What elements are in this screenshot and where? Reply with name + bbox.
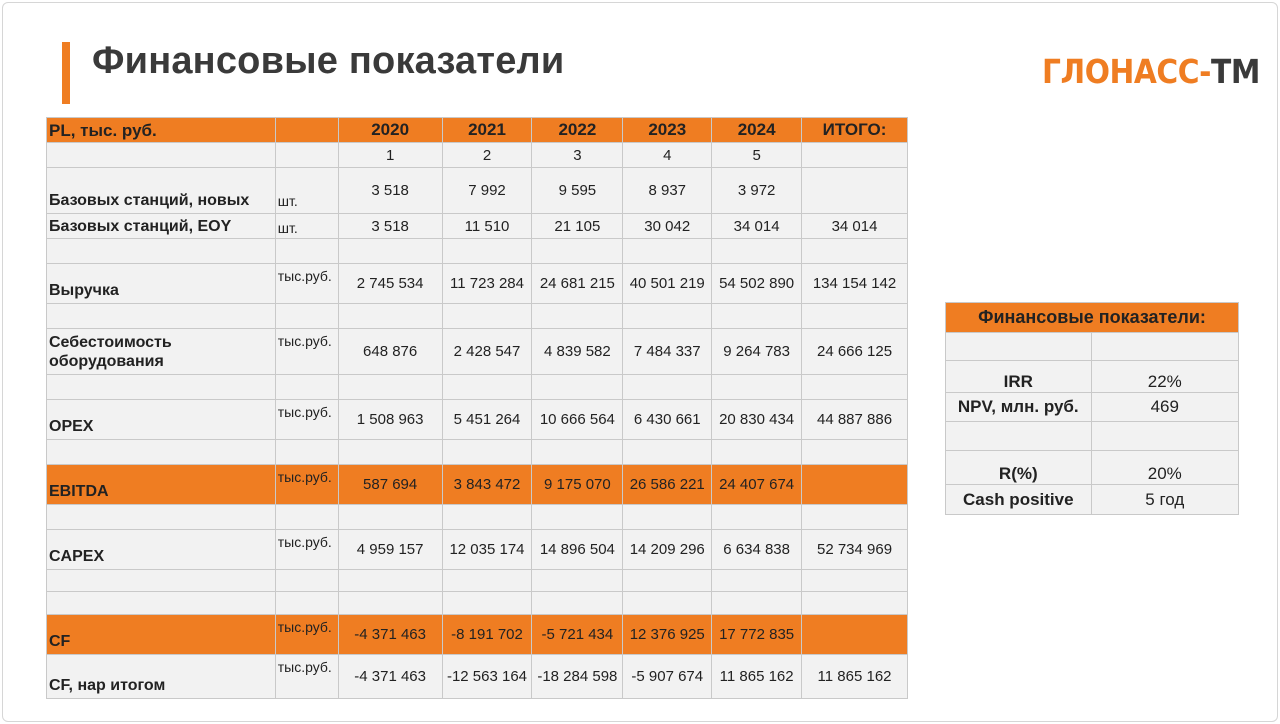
metric-label: R(%) bbox=[946, 451, 1092, 485]
row-unit: тыс.руб. bbox=[275, 264, 338, 304]
value-cell: -5 907 674 bbox=[623, 655, 712, 699]
metric-value: 22% bbox=[1091, 361, 1238, 393]
value-cell: 3 843 472 bbox=[442, 465, 532, 505]
row-label: CF bbox=[47, 615, 276, 655]
spacer-row bbox=[946, 333, 1239, 361]
header-total: ИТОГО: bbox=[802, 118, 908, 143]
logo-suffix-text: ТМ bbox=[1211, 52, 1260, 91]
header-year: 2022 bbox=[532, 118, 623, 143]
header-year: 2021 bbox=[442, 118, 532, 143]
row-label: OPEX bbox=[47, 400, 276, 440]
value-cell: 4 959 157 bbox=[338, 530, 442, 570]
value-cell: 44 887 886 bbox=[802, 400, 908, 440]
value-cell: -4 371 463 bbox=[338, 655, 442, 699]
value-cell: 20 830 434 bbox=[712, 400, 802, 440]
index-cell: 3 bbox=[532, 143, 623, 168]
company-logo bbox=[1042, 52, 1260, 91]
value-cell: -4 371 463 bbox=[338, 615, 442, 655]
value-cell: -5 721 434 bbox=[532, 615, 623, 655]
row-unit: шт. bbox=[275, 168, 338, 214]
spacer-row bbox=[47, 239, 908, 264]
table-row-highlight bbox=[47, 615, 908, 655]
value-cell: 10 666 564 bbox=[532, 400, 623, 440]
row-unit: тыс.руб. bbox=[275, 400, 338, 440]
metric-label: IRR bbox=[946, 361, 1092, 393]
spacer-row bbox=[47, 505, 908, 530]
value-cell: 8 937 bbox=[623, 168, 712, 214]
spacer-row bbox=[47, 592, 908, 615]
cell-empty bbox=[47, 143, 276, 168]
spacer-row bbox=[946, 422, 1239, 451]
value-cell: 54 502 890 bbox=[712, 264, 802, 304]
value-cell: 34 014 bbox=[712, 214, 802, 239]
value-cell: 9 175 070 bbox=[532, 465, 623, 505]
value-cell: 7 484 337 bbox=[623, 329, 712, 375]
header-year: 2024 bbox=[712, 118, 802, 143]
logo-main-text: ГЛОНАСС bbox=[1042, 52, 1200, 91]
value-cell: 7 992 bbox=[442, 168, 532, 214]
row-label: Себестоимость оборудования bbox=[47, 329, 276, 375]
value-cell: 24 681 215 bbox=[532, 264, 623, 304]
row-label: Базовых станций, EOY bbox=[47, 214, 276, 239]
value-cell: -8 191 702 bbox=[442, 615, 532, 655]
row-unit: тыс.руб. bbox=[275, 530, 338, 570]
metric-row bbox=[946, 361, 1239, 393]
header-unit bbox=[275, 118, 338, 143]
table-row bbox=[47, 168, 908, 214]
metrics-header-row bbox=[946, 303, 1239, 333]
value-cell: 40 501 219 bbox=[623, 264, 712, 304]
row-label: CAPEX bbox=[47, 530, 276, 570]
table-row bbox=[47, 214, 908, 239]
metric-row bbox=[946, 485, 1239, 515]
metric-row bbox=[946, 451, 1239, 485]
value-cell: 24 666 125 bbox=[802, 329, 908, 375]
financial-metrics-table bbox=[945, 302, 1239, 515]
table-row bbox=[47, 264, 908, 304]
value-cell: 2 428 547 bbox=[442, 329, 532, 375]
row-unit: тыс.руб. bbox=[275, 465, 338, 505]
value-cell: 11 865 162 bbox=[802, 655, 908, 699]
header-label: PL, тыс. руб. bbox=[47, 118, 276, 143]
index-cell: 2 bbox=[442, 143, 532, 168]
cell-empty bbox=[275, 143, 338, 168]
table-row-highlight bbox=[47, 465, 908, 505]
value-cell bbox=[802, 168, 908, 214]
value-cell: 5 451 264 bbox=[442, 400, 532, 440]
row-unit: тыс.руб. bbox=[275, 615, 338, 655]
value-cell: 17 772 835 bbox=[712, 615, 802, 655]
index-cell bbox=[802, 143, 908, 168]
value-cell: 14 209 296 bbox=[623, 530, 712, 570]
value-cell: 134 154 142 bbox=[802, 264, 908, 304]
value-cell: 1 508 963 bbox=[338, 400, 442, 440]
value-cell: -12 563 164 bbox=[442, 655, 532, 699]
value-cell: 34 014 bbox=[802, 214, 908, 239]
index-cell: 1 bbox=[338, 143, 442, 168]
table-row bbox=[47, 530, 908, 570]
row-label: EBITDA bbox=[47, 465, 276, 505]
value-cell: 12 376 925 bbox=[623, 615, 712, 655]
metric-value: 5 год bbox=[1091, 485, 1238, 515]
value-cell: 6 430 661 bbox=[623, 400, 712, 440]
value-cell: 3 518 bbox=[338, 168, 442, 214]
value-cell: 11 510 bbox=[442, 214, 532, 239]
table-row bbox=[47, 655, 908, 699]
value-cell: 3 518 bbox=[338, 214, 442, 239]
value-cell: 648 876 bbox=[338, 329, 442, 375]
value-cell bbox=[802, 615, 908, 655]
value-cell: 26 586 221 bbox=[623, 465, 712, 505]
value-cell: -18 284 598 bbox=[532, 655, 623, 699]
logo-dash: - bbox=[1199, 52, 1212, 91]
value-cell: 587 694 bbox=[338, 465, 442, 505]
metric-label: NPV, млн. руб. bbox=[946, 393, 1092, 422]
value-cell: 4 839 582 bbox=[532, 329, 623, 375]
value-cell: 6 634 838 bbox=[712, 530, 802, 570]
row-unit: шт. bbox=[275, 214, 338, 239]
index-cell: 4 bbox=[623, 143, 712, 168]
spacer-row bbox=[47, 570, 908, 592]
header-year: 2023 bbox=[623, 118, 712, 143]
value-cell: 24 407 674 bbox=[712, 465, 802, 505]
value-cell: 52 734 969 bbox=[802, 530, 908, 570]
metrics-header: Финансовые показатели: bbox=[946, 303, 1239, 333]
spacer-row bbox=[47, 304, 908, 329]
title-accent-bar bbox=[62, 42, 70, 104]
value-cell: 11 865 162 bbox=[712, 655, 802, 699]
row-unit: тыс.руб. bbox=[275, 329, 338, 375]
metric-row bbox=[946, 393, 1239, 422]
index-cell: 5 bbox=[712, 143, 802, 168]
metric-value: 20% bbox=[1091, 451, 1238, 485]
table-header-row bbox=[47, 118, 908, 143]
value-cell: 11 723 284 bbox=[442, 264, 532, 304]
table-row-index bbox=[47, 143, 908, 168]
metric-label: Cash positive bbox=[946, 485, 1092, 515]
row-unit: тыс.руб. bbox=[275, 655, 338, 699]
row-label: CF, нар итогом bbox=[47, 655, 276, 699]
value-cell: 12 035 174 bbox=[442, 530, 532, 570]
spacer-row bbox=[47, 375, 908, 400]
value-cell: 9 595 bbox=[532, 168, 623, 214]
value-cell: 3 972 bbox=[712, 168, 802, 214]
pl-table bbox=[46, 117, 908, 699]
value-cell: 2 745 534 bbox=[338, 264, 442, 304]
row-label: Базовых станций, новых bbox=[47, 168, 276, 214]
metric-value: 469 bbox=[1091, 393, 1238, 422]
table-row bbox=[47, 400, 908, 440]
table-row bbox=[47, 329, 908, 375]
value-cell: 30 042 bbox=[623, 214, 712, 239]
row-label: Выручка bbox=[47, 264, 276, 304]
value-cell: 9 264 783 bbox=[712, 329, 802, 375]
page-title: Финансовые показатели bbox=[92, 40, 565, 82]
spacer-row bbox=[47, 440, 908, 465]
value-cell: 14 896 504 bbox=[532, 530, 623, 570]
header-year: 2020 bbox=[338, 118, 442, 143]
value-cell: 21 105 bbox=[532, 214, 623, 239]
value-cell bbox=[802, 465, 908, 505]
